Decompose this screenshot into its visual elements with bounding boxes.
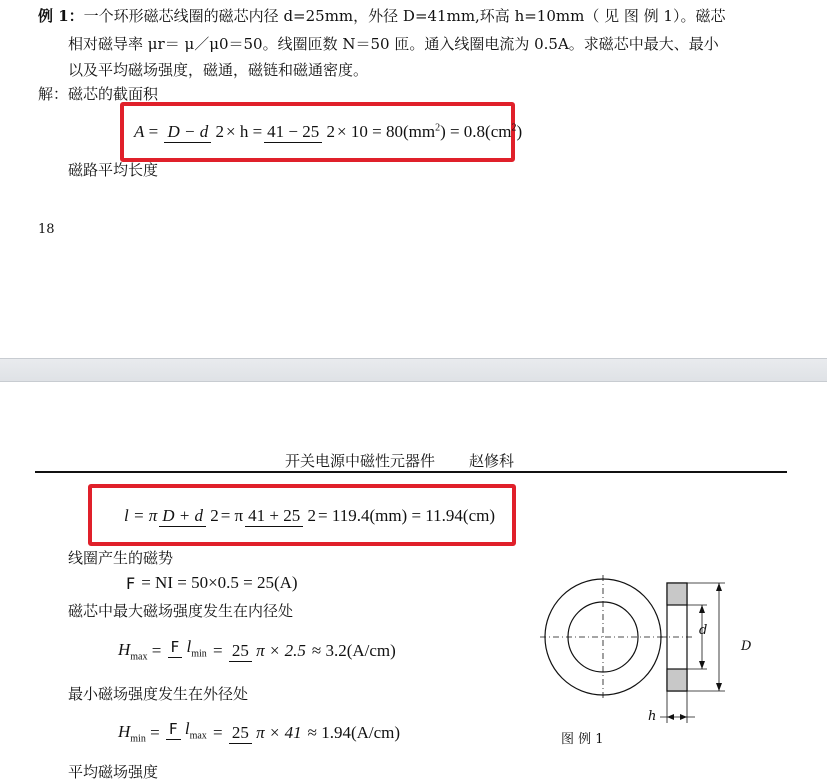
area-rest: × $10 = 80(mm^2) = 0.8(cm^2)$ [337,122,523,141]
length-frac1-den: 2 [210,505,219,525]
hmin-frac2-den: π × 41 [256,722,302,742]
example-text-1: 一个环形磁芯线圈的磁芯内径 d=25mm，外径 D=41mm,环高 h=10mm（ 见 图 例 1）。磁芯 [83,7,726,25]
hmin-frac1-num: F [166,719,181,740]
hmin-lhs: $H_{min}$ [118,721,146,745]
length-frac1-num: D + d [159,506,206,527]
hmax-frac1-den: $l_{min}$ [186,637,207,660]
hmin-frac2-num: 25 [229,723,252,744]
length-frac2-den: 2 [307,505,316,525]
equals-sign: = [147,641,166,660]
hmax-frac1-num: F [168,637,183,658]
hmax-frac2-num: 25 [229,641,252,662]
area-fraction-2 [264,122,335,143]
running-header [285,449,514,473]
area-lhs: A [134,122,145,141]
figure-caption: 图 例 1 [561,732,604,747]
area-frac1-num: D − d [164,122,211,143]
area-fraction-1 [164,122,224,143]
hmax-title: 磁芯中最大磁场强度发生在内径处 [68,602,294,620]
mmf-formula [126,572,298,594]
length-mid: = π [220,506,244,525]
area-frac2-num: 41 − 25 [264,122,322,143]
hmin-fraction-1 [166,719,207,746]
length-frac2-num: 41 + 25 [245,506,303,527]
equals-sign: = [208,723,227,742]
example-label: 例 1： [38,7,84,25]
example-line-3: 以及平均磁场强度，磁通，磁链和磁通密度。 [68,61,369,79]
hmax-fraction-1 [168,637,207,664]
mmf-title: 线圈产生的磁势 [68,549,174,567]
area-frac1-den: 2 [215,121,224,141]
hmax-lhs: $H_{max}$ [118,639,148,663]
path-title: 磁路平均长度 [68,161,159,179]
length-fraction-1 [159,506,219,527]
header-rule [35,471,787,473]
hmin-fraction-2 [229,723,302,744]
hmin-title: 最小磁场强度发生在外径处 [68,685,249,703]
figure-label-D: D [741,639,752,654]
area-mid: × h = [225,122,263,141]
area-formula [134,108,522,156]
mmf-lhs: F [126,573,136,593]
equals-sign: = [208,641,227,660]
equals-sign: = [145,723,164,742]
length-rest: = 119.4(mm) = 11.94(cm) [317,506,496,525]
page-number: 18 [38,222,55,237]
hmin-rest: ≈ 1.94(A/cm) [307,723,401,742]
hmax-rest: ≈ 3.2(A/cm) [311,641,396,660]
cut-line-text: 平均磁场强度 [68,763,159,781]
hmax-formula [118,626,396,676]
hmin-frac1-den: $l_{max}$ [184,719,207,742]
toroid-figure [535,575,750,725]
hmin-formula [118,708,400,758]
example-line-2: 相对磁导率 μr＝ μ／μ0＝50。线圈匝数 N＝50 匝。通入线圈电流为 0.5A。求磁芯中最大、最小 [68,35,719,53]
length-formula [124,492,495,540]
solution-label: 解： [38,85,69,103]
area-title: 磁芯的截面积 [68,85,159,103]
figure-label-h: h [648,709,657,724]
hmax-fraction-2 [229,641,306,662]
mmf-rhs: = NI = 50×0.5 = 25(A) [141,573,298,592]
equals-sign: = [144,122,163,141]
length-lhs: l = π [124,506,158,525]
author-name: 赵修科 [469,452,515,470]
hmax-frac2-den: π × 2.5 [256,640,306,660]
area-frac2-den: 2 [326,121,336,141]
example-line-1 [38,4,725,28]
figure-label-d: d [699,623,708,638]
page-separator [0,358,827,382]
book-title: 开关电源中磁性元器件 [285,452,436,470]
length-fraction-2 [245,506,316,527]
